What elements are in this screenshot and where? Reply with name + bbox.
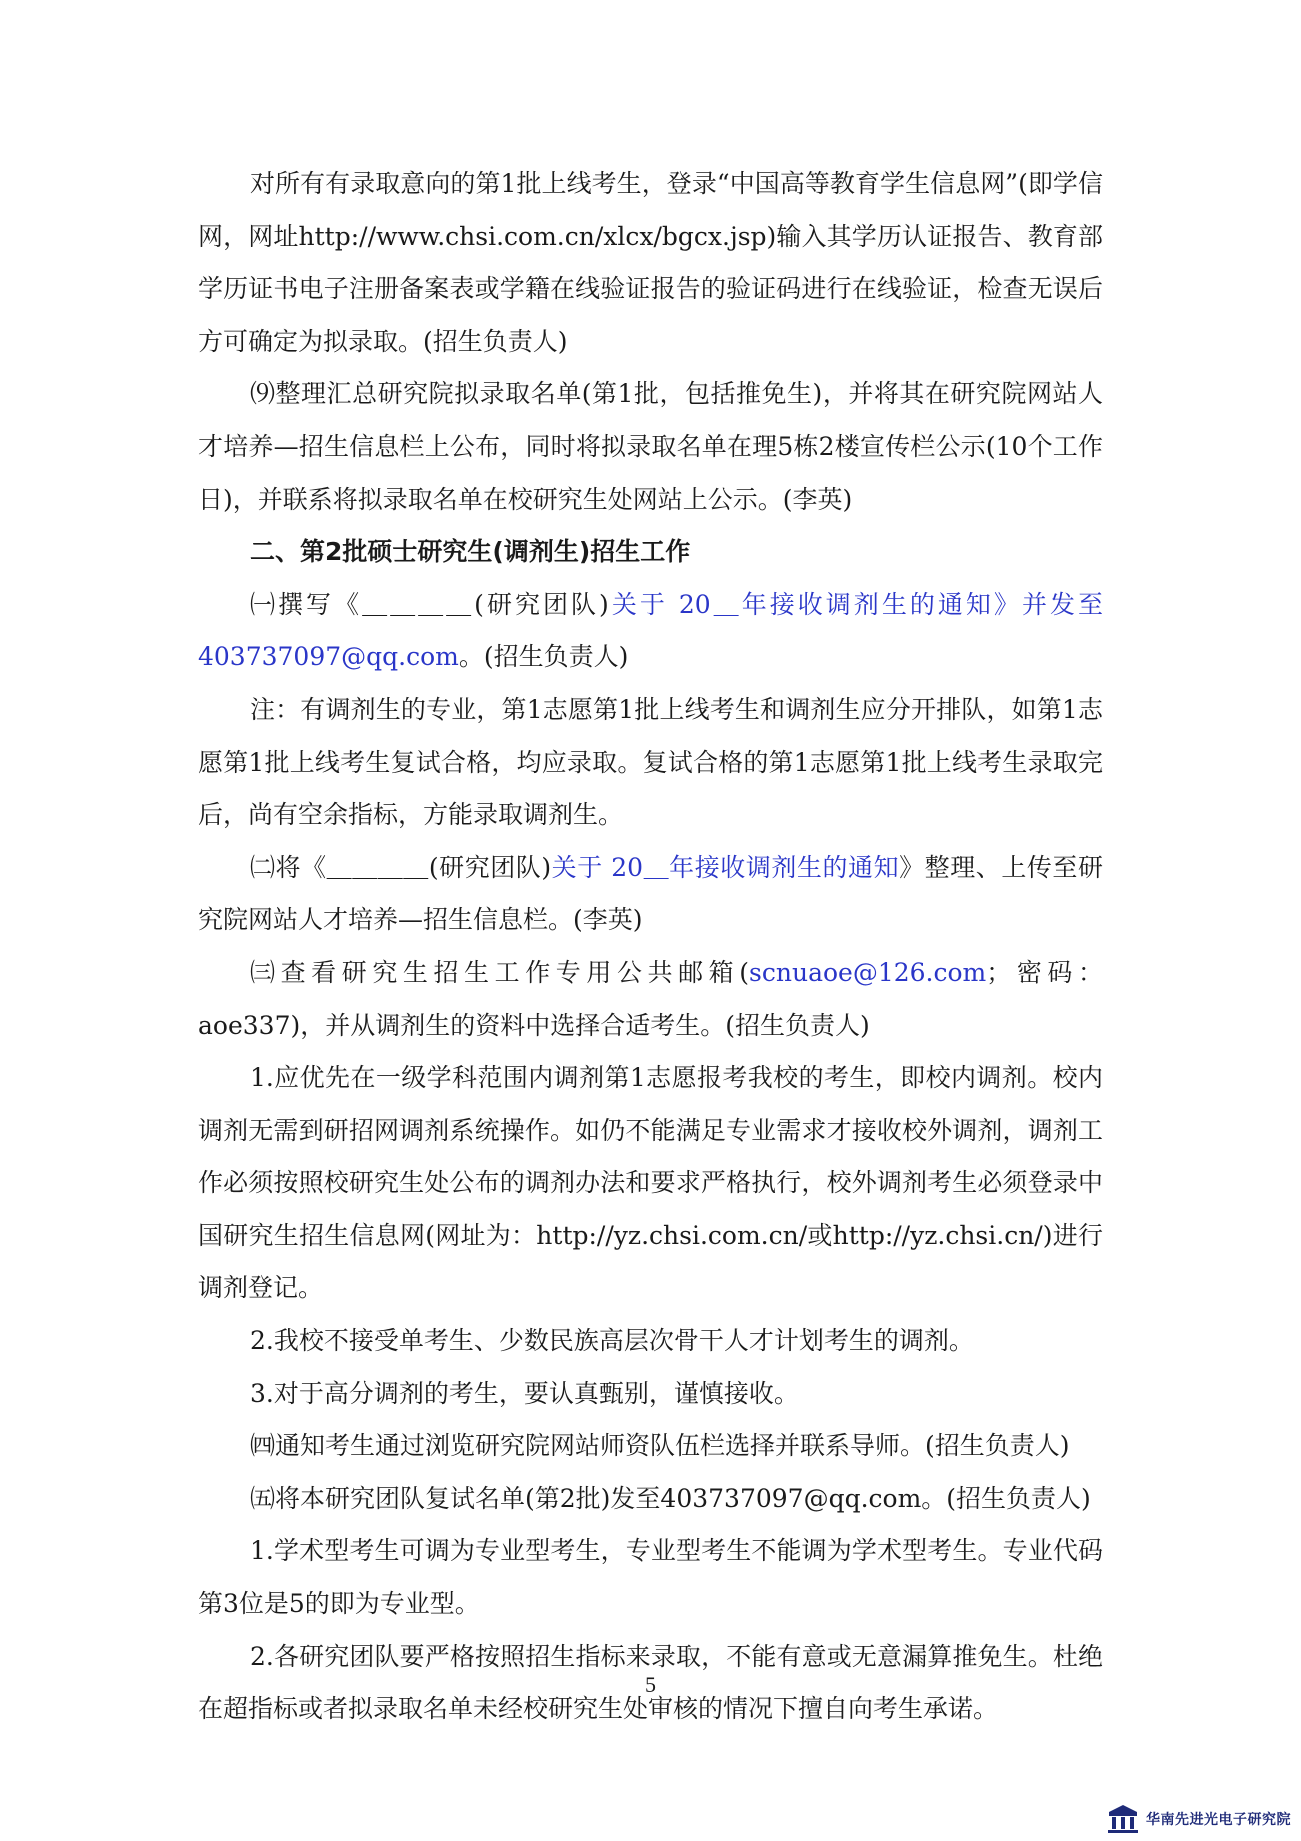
paragraph-item-4: ㈣通知考生通过浏览研究院网站师资队伍栏选择并联系导师。(招生负责人) xyxy=(250,1431,1070,1461)
institute-name: 华南先进光电子研究院 xyxy=(1146,1812,1291,1828)
institute-logo xyxy=(1106,1803,1291,1835)
item-3-text: ㈢查看研究生招生工作专用公共邮箱( xyxy=(250,957,750,987)
paragraph-item-3 xyxy=(198,947,1103,1052)
item-3-suffix: ；密码：aoe337)，并从调剂生的资料中选择合适考生。(招生负责人) xyxy=(198,957,1103,1040)
item-1-highlight: 关于 20＿年接收调剂生的通知》并发至403737097@qq.com xyxy=(198,589,1103,672)
institute-emblem-icon xyxy=(1106,1803,1140,1835)
paragraph-note: 注：有调剂生的专业，第1志愿第1批上线考生和调剂生应分开排队，如第1志愿第1批上线考生复试合格，均应录取。复试合格的第1志愿第1批上线考生录取完后，尚有空余指标，方能录取调剂生。 xyxy=(198,694,1103,830)
paragraph-verification: 对所有有录取意向的第1批上线考生，登录“中国高等教育学生信息网”(即学信网，网址http://www.chsi.com.cn/xlcx/bgcx.jsp)输入其学历认证报告、教育部学历证书电子注册备案表或学籍在线验证报告的验证码进行在线验证，检查无误后方可确定为拟录取。(招生负责人) xyxy=(198,169,1103,356)
item-2-suffix: 》整理、上传至研究院网站人才培养—招生信息栏。(李英) xyxy=(198,852,1103,935)
paragraph-sub-5-1: 1.学术型考生可调为专业型考生，专业型考生不能调为学术型考生。专业代码第3位是5的即为专业型。 xyxy=(198,1536,1103,1619)
paragraph-sub-5-2: 2.各研究团队要严格按照招生指标来录取，不能有意或无意漏算推免生。杜绝在超指标或者拟录取名单未经校研究生处审核的情况下擅自向考生承诺。 xyxy=(198,1641,1103,1724)
section-heading: 二、第2批硕士研究生(调剂生)招生工作 xyxy=(250,537,691,567)
item-2-highlight: 关于 20＿年接收调剂生的通知 xyxy=(551,852,900,882)
item-1-suffix: 。(招生负责人) xyxy=(458,642,629,672)
paragraph-item-1 xyxy=(198,579,1103,684)
paragraph-sub-2: 2.我校不接受单考生、少数民族高层次骨干人才计划考生的调剂。 xyxy=(250,1326,974,1356)
item-2-text: ㈡将《＿＿＿＿(研究团队) xyxy=(250,852,552,882)
email-link[interactable]: scnuaoe@126.com xyxy=(749,957,987,987)
paragraph-item-9: ⑼整理汇总研究院拟录取名单(第1批，包括推免生)，并将其在研究院网站人才培养—招生信息栏上公布，同时将拟录取名单在理5栋2楼宣传栏公示(10个工作日)，并联系将拟录取名单在校研究生处网站上公示。(李英) xyxy=(198,379,1103,514)
paragraph-sub-3: 3.对于高分调剂的考生，要认真甄别，谨慎接收。 xyxy=(250,1378,799,1408)
item-1-text: ㈠撰写《＿＿＿＿(研究团队) xyxy=(250,589,609,619)
page-number: 5 xyxy=(645,1672,656,1697)
paragraph-item-5: ㈤将本研究团队复试名单(第2批)发至403737097@qq.com。(招生负责人) xyxy=(250,1483,1091,1513)
document-body xyxy=(198,158,1103,1736)
paragraph-item-2 xyxy=(198,842,1103,947)
paragraph-sub-1: 1.应优先在一级学科范围内调剂第1志愿报考我校的考生，即校内调剂。校内调剂无需到研招网调剂系统操作。如仍不能满足专业需求才接收校外调剂，调剂工作必须按照校研究生处公布的调剂办法和要求严格执行，校外调剂考生必须登录中国研究生招生信息网(网址为：http://yz.chsi.com.cn/或http://yz.chsi.cn/)进行调剂登记。 xyxy=(198,1063,1103,1303)
